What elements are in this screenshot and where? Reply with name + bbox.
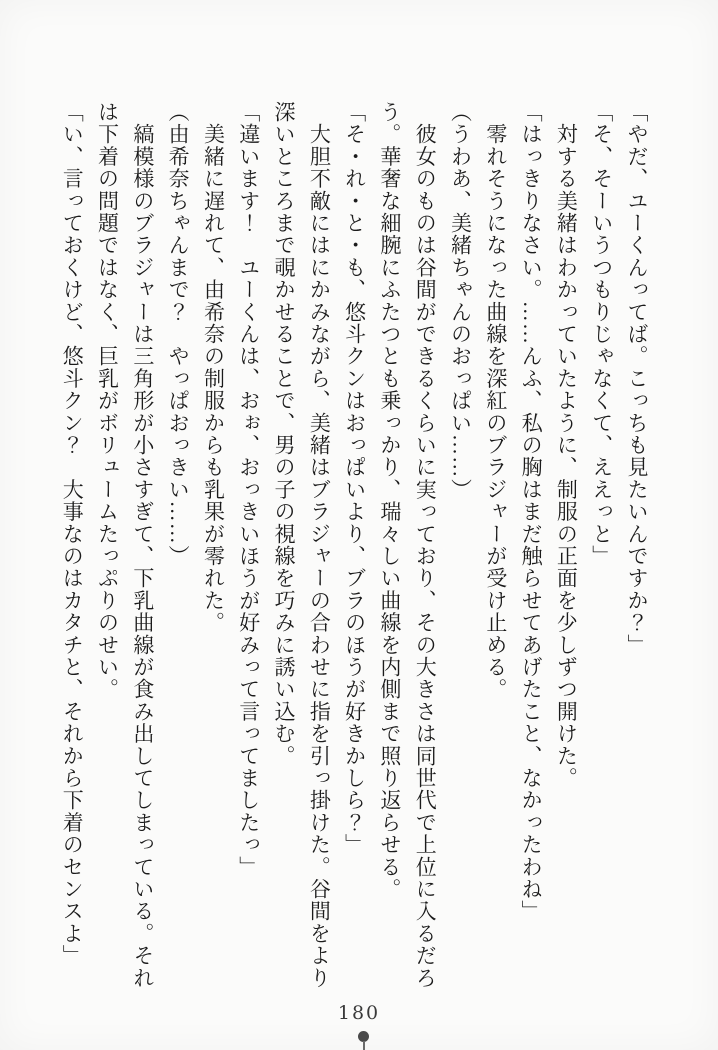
text-line: 縞模様のブラジャーは三角形が小さすぎて、下乳曲線が食み出してしまっている。それ — [130, 101, 155, 989]
text-line: 大胆不敵にはにかみながら、美緒はブラジャーの合わせに指を引っ掛けた。谷間をより — [307, 101, 332, 989]
page-number: 180 — [337, 1002, 381, 1024]
page-text-area — [54, 101, 654, 993]
text-line: （うわあ、美緒ちゃんのおっぱい……） — [448, 101, 473, 501]
pin-marker-icon — [358, 1031, 369, 1050]
text-line: 「はっきりなさい。……んふ、私の胸はまだ触らせてあげたこと、なかったわね」 — [519, 101, 544, 923]
text-line: は下着の問題ではなく、巨乳がボリュームたっぷりのせい。 — [95, 101, 120, 701]
text-line: 彼女のものは谷間ができるくらいに実っており、その大きさは同世代で上位に入るだろ — [413, 101, 438, 989]
text-line: 「い、言っておくけど、悠斗クン？ 大事なのはカタチと、それから下着のセンスよ」 — [60, 101, 85, 967]
text-line: 「やだ、ユーくんってば。こっちも見たいんですか？」 — [625, 101, 649, 656]
text-line: 「そ・れ・と・も、悠斗クンはおっぱいより、ブラのほうが好きかしら？」 — [342, 101, 367, 856]
text-line: 「違います！ ユーくんは、おぉ、おっきいほうが好みって言ってましたっ」 — [236, 101, 261, 878]
text-line: 対する美緒はわかっていたように、制服の正面を少しずつ開けた。 — [554, 101, 579, 790]
pin-stem — [363, 1041, 365, 1050]
text-line: 「そ、そーいうつもりじゃなくて、ええっと」 — [589, 101, 614, 568]
text-line: 零れそうになった曲線を深紅のブラジャーが受け止める。 — [483, 101, 508, 701]
text-line: 美緒に遅れて、由希奈の制服からも乳果が零れた。 — [201, 101, 226, 634]
text-line: （由希奈ちゃんまで？ やっぱおっきい……） — [166, 101, 191, 568]
text-line: 深いところまで覗かせることで、男の子の視線を巧みに誘い込む。 — [272, 101, 297, 767]
text-line: う。華奢な細腕にふたつとも乗っかり、瑞々しい曲線を内側まで照り返らせる。 — [377, 101, 402, 901]
